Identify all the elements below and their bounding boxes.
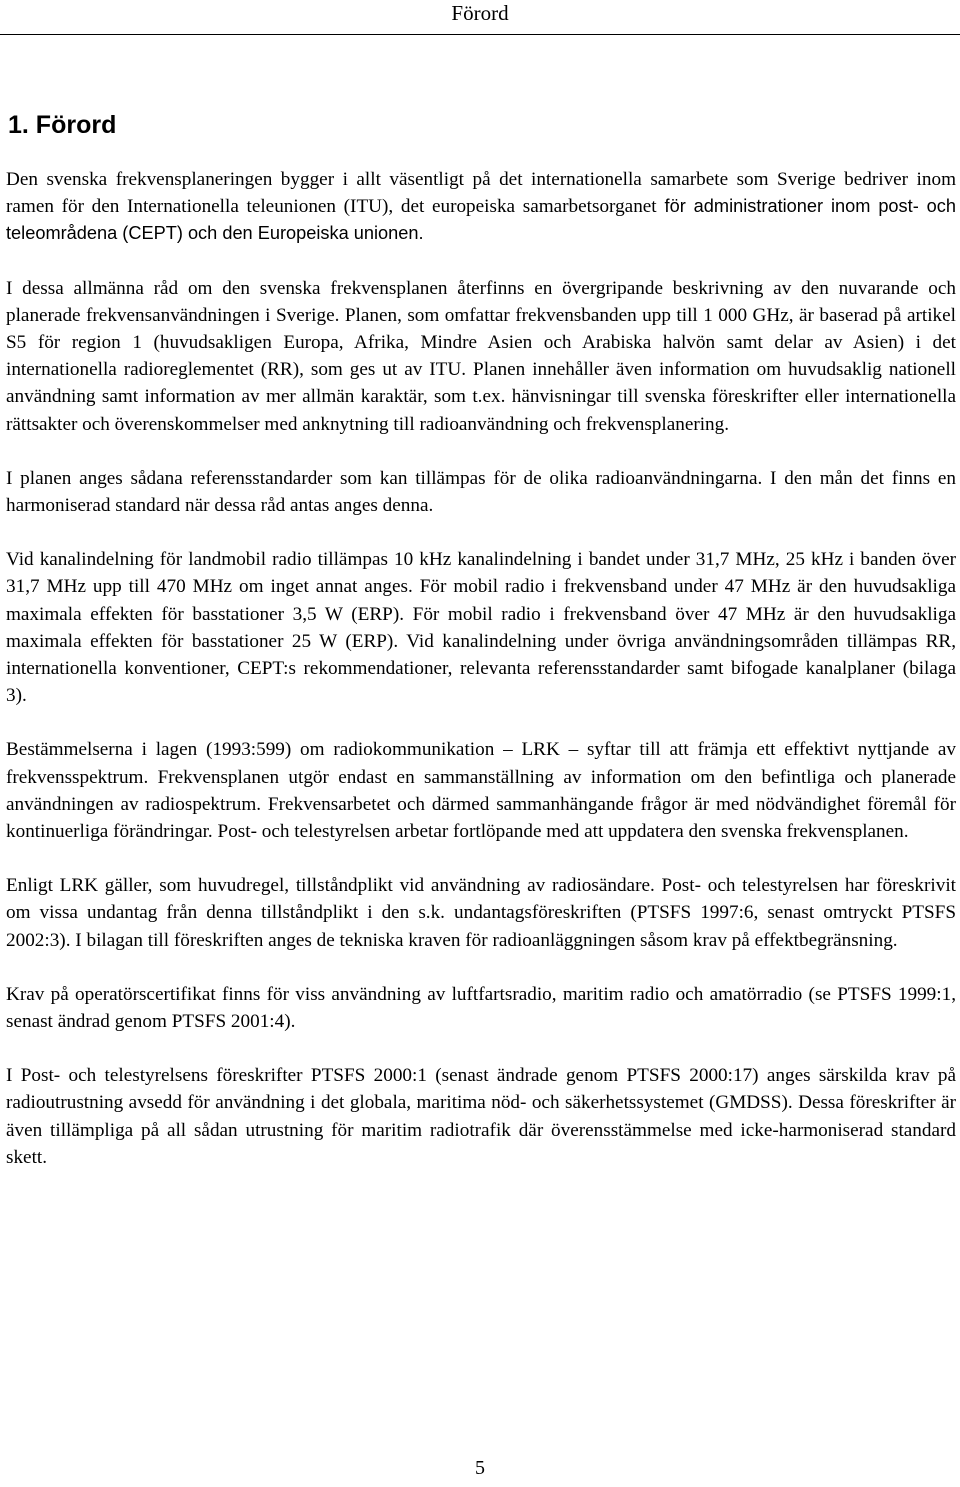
paragraph-3: I planen anges sådana referensstandarder som kan tillämpas för de olika radioanvändningarna. I den mån det finns en harmoniserad standard när dessa råd antas anges denna. (6, 467, 956, 517)
paragraph-1 (6, 166, 956, 248)
paragraph-1-text: Den svenska frekvensplaneringen bygger i allt väsentligt på det internationella samarbete som Sverige bedriver inom ramen för den Internationella teleunionen (ITU), det europeiska samarbetsorganet (6, 169, 956, 218)
running-header: Förord (451, 1, 509, 25)
section-heading: 1. Förord (8, 111, 117, 139)
page-number: 5 (475, 1457, 485, 1479)
paragraph-4: Vid kanalindelning för landmobil radio tillämpas 10 kHz kanalindelning i bandet under 31,7 MHz, 25 kHz i banden över 31,7 MHz upp till 470 MHz om inget annat anges. För mobil radio i frekvensband under 47 MHz är den huvudsakliga maximala effekten för basstationer 3,5 W (ERP). För mobil radio i frekvensband över 47 MHz är den huvudsakliga maximala effekten för basstationer 25 W (ERP). Vid kanalindelning under övriga användningsområden tillämpas RR, internationella konventioner, CEPT:s rekommendationer, relevanta referensstandarder samt bifogade kanalplaner (bilaga 3). (6, 549, 956, 707)
paragraph-5: Bestämmelserna i lagen (1993:599) om radiokommunikation – LRK – syftar till att främja ett effektivt nyttjande av frekvensspektrum. Frekvensplanen utgör endast en sammanställning av information om den befintliga och planerade användningen av radiospektrum. Frekvensarbetet och därmed sammanhängande frågor är med nödvändighet föremål för kontinuerliga förändringar. Post- och telestyrelsen arbetar fortlöpande med att uppdatera den svenska frekvensplanen. (6, 739, 956, 843)
paragraph-6: Enligt LRK gäller, som huvudregel, tillståndplikt vid användning av radiosändare. Post- och telestyrelsen har föreskrivit om vissa undantag från denna tillståndplikt i den s.k. undantagsföreskriften (PTSFS 1997:6, senast omtryckt PTSFS 2002:3). I bilagan till föreskriften anges de tekniska kraven för radioanläggningen såsom krav på effektbegränsning. (6, 875, 956, 951)
header-rule (0, 34, 960, 35)
body-text (6, 166, 956, 1198)
paragraph-2: I dessa allmänna råd om den svenska frekvensplanen återfinns en övergripande beskrivning av den nuvarande och planerade frekvensanvändningen i Sverige. Planen, som omfattar frekvensbanden upp till 1 000 GHz, är baserad på artikel S5 för region 1 (huvudsakligen Europa, Afrika, Mindre Asien och Arabiska halvön samt delar av Asien) i det internationella radioreglementet (RR), som ges ut av ITU. Planen innehåller även information om huvudsaklig nationell användning samt information av mer allmän karaktär, som t.ex. hänvisningar till svenska föreskrifter eller internationella rättsakter och överenskommelser med anknytning till radioanvändning och frekvensplanering. (6, 277, 956, 435)
paragraph-1-sans-text: för administrationer inom post- och teleområdena (CEPT) och den Europeiska unionen. (6, 196, 956, 244)
paragraph-8: I Post- och telestyrelsens föreskrifter PTSFS 2000:1 (senast ändrade genom PTSFS 2000:17) anges särskilda krav på radioutrustning avsedd för användning i det globala, maritima nöd- och säkerhetssystemet (GMDSS). Dessa föreskrifter är även tillämpliga på all sådan utrustning för maritim radiotrafik där överensstämmelse med icke-harmoniserad standard skett. (6, 1065, 956, 1168)
paragraph-7: Krav på operatörscertifikat finns för viss användning av luftfartsradio, maritim radio och amatörradio (se PTSFS 1999:1, senast ändrad genom PTSFS 2001:4). (6, 983, 956, 1033)
